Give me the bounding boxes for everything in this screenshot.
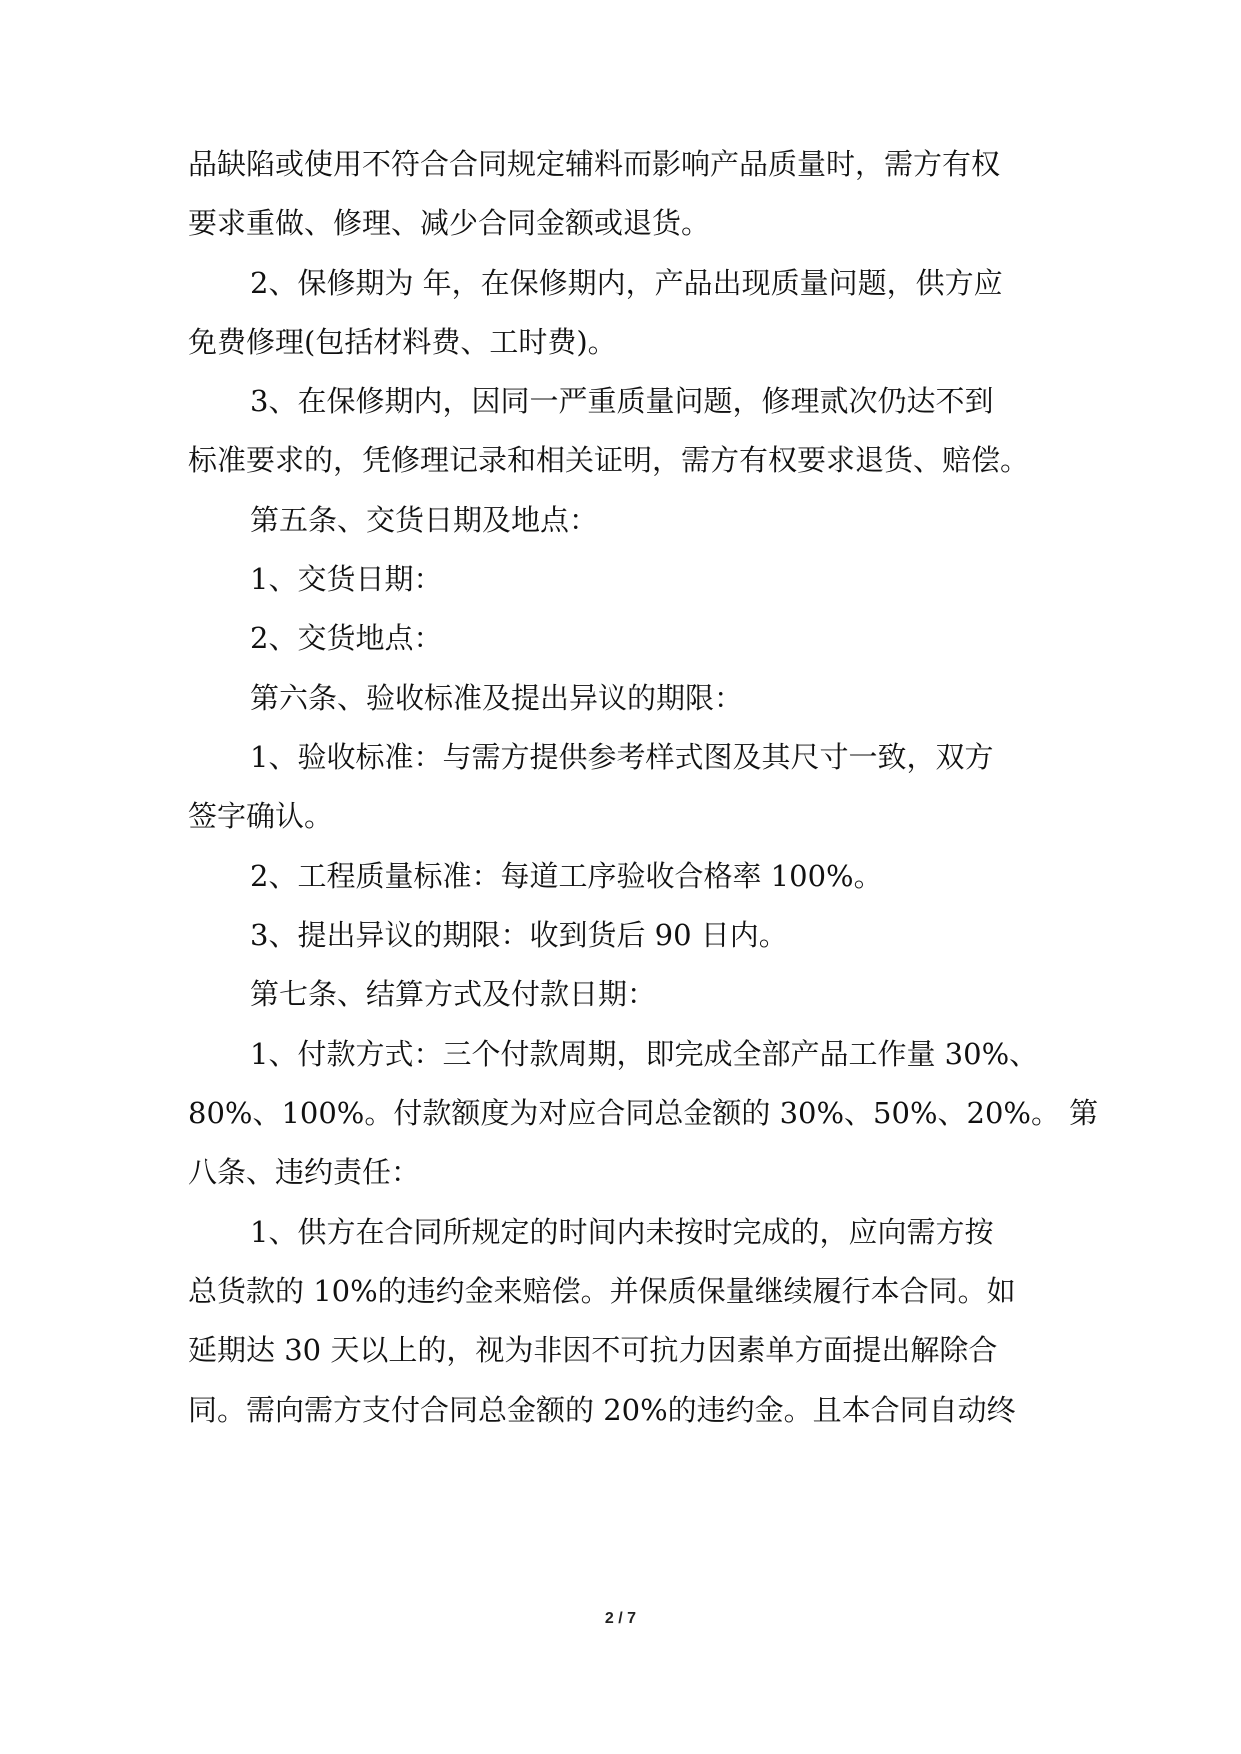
text-line: 2、交货地点： (250, 621, 443, 655)
text-line: 1、交货日期： (250, 562, 443, 596)
text-line: 标准要求的，凭修理记录和相关证明，需方有权要求退货、赔偿。 (188, 443, 1030, 477)
text-line: 八条、违约责任： (188, 1155, 421, 1189)
text-line: 签字确认。 (188, 799, 334, 833)
text-line: 1、付款方式：三个付款周期，即完成全部产品工作量 30%、 (250, 1037, 1039, 1071)
text-line: 总货款的 10%的违约金来赔偿。并保质保量继续履行本合同。如 (188, 1274, 1016, 1308)
text-line: 80%、100%。付款额度为对应合同总金额的 30%、50%、20%。 第 (188, 1096, 1099, 1130)
text-line: 品缺陷或使用不符合合同规定辅料而影响产品质量时，需方有权 (188, 147, 1001, 181)
section-heading: 第五条、交货日期及地点： (250, 503, 599, 537)
text-line: 2、工程质量标准：每道工序验收合格率 100%。 (250, 859, 883, 893)
text-line: 2、保修期为 年，在保修期内，产品出现质量问题，供方应 (250, 266, 1003, 300)
text-line: 要求重做、修理、减少合同金额或退货。 (188, 206, 711, 240)
text-line: 3、在保修期内，因同一严重质量问题，修理贰次仍达不到 (250, 384, 994, 418)
text-line: 延期达 30 天以上的，视为非因不可抗力因素单方面提出解除合 (188, 1333, 998, 1367)
text-line: 3、提出异议的期限：收到货后 90 日内。 (250, 918, 788, 952)
text-line: 1、供方在合同所规定的时间内未按时完成的，应向需方按 (250, 1215, 994, 1249)
text-line: 免费修理(包括材料费、工时费)。 (188, 325, 617, 359)
page-number: 2 / 7 (604, 1610, 637, 1627)
text-line: 1、验收标准：与需方提供参考样式图及其尺寸一致，双方 (250, 740, 994, 774)
text-line: 同。需向需方支付合同总金额的 20%的违约金。且本合同自动终 (188, 1393, 1016, 1427)
section-heading: 第七条、结算方式及付款日期： (250, 977, 657, 1011)
section-heading: 第六条、验收标准及提出异议的期限： (250, 681, 744, 715)
